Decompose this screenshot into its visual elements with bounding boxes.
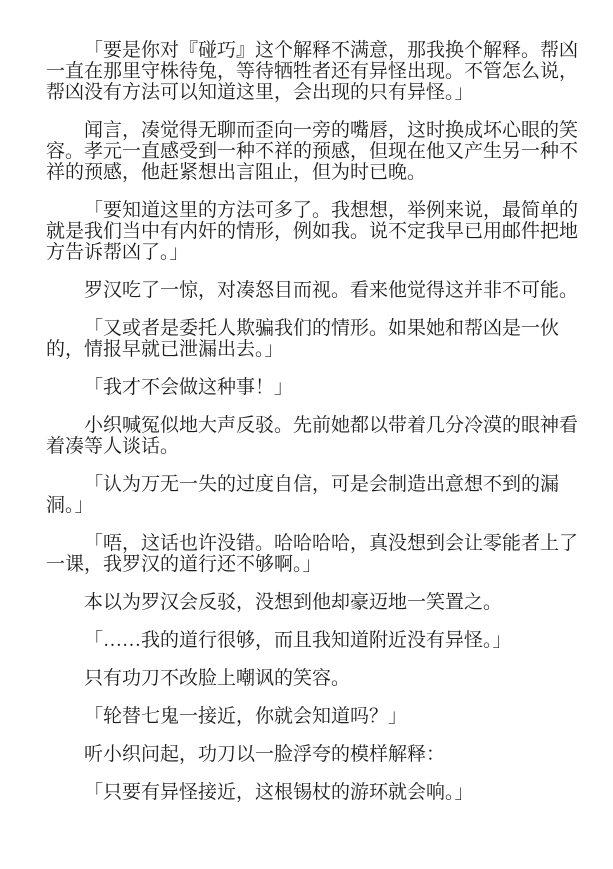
- paragraph: 闻言，凑觉得无聊而歪向一旁的嘴唇，这时换成坏心眼的笑容。孝元一直感受到一种不祥的预感，但现在他又产生另一种不祥的预感，他赶紧想出言阻止，但为时已晚。: [46, 120, 579, 183]
- paragraph: 「要知道这里的方法可多了。我想想，举例来说，最简单的就是我们当中有内奸的情形，例如我。说不定我早已用邮件把地方告诉帮凶了。」: [46, 200, 579, 263]
- paragraph: 「只要有异怪接近，这根锡杖的游环就会响。」: [84, 782, 474, 803]
- paragraph: 「轮替七鬼一接近，你就会知道吗？」: [84, 706, 408, 727]
- paragraph: 「认为万无一失的过度自信，可是会制造出意想不到的漏洞。」: [46, 474, 560, 516]
- paragraph: 「……我的道行很够，而且我知道附近没有异怪。」: [84, 630, 512, 651]
- paragraph: 「我才不会做这种事！」: [84, 377, 294, 398]
- paragraph: 「要是你对『碰巧』这个解释不满意，那我换个解释。帮凶一直在那里守株待兔，等待牺牲者还有异怪出现。不管怎么说，帮凶没有方法可以知道这里，会出现的只有异怪。」: [46, 40, 579, 103]
- paragraph: 「又或者是委托人欺骗我们的情形。如果她和帮凶是一伙的，情报早就已泄漏出去。」: [46, 318, 560, 360]
- paragraph: 罗汉吃了一惊，对凑怒目而视。看来他觉得这并非不可能。: [84, 280, 579, 301]
- paragraph: 「唔，这话也许没错。哈哈哈哈，真没想到会让零能者上了一课，我罗汉的道行还不够啊。」: [46, 533, 579, 575]
- paragraph: 只有功刀不改脸上嘲讽的笑容。: [84, 668, 351, 689]
- paragraph: 小织喊冤似地大声反驳。先前她都以带着几分冷漠的眼神看着凑等人谈话。: [46, 415, 579, 457]
- paragraph: 听小织问起，功刀以一脸浮夸的模样解释：: [84, 744, 446, 765]
- paragraph: 本以为罗汉会反驳，没想到他却豪迈地一笑置之。: [84, 592, 503, 613]
